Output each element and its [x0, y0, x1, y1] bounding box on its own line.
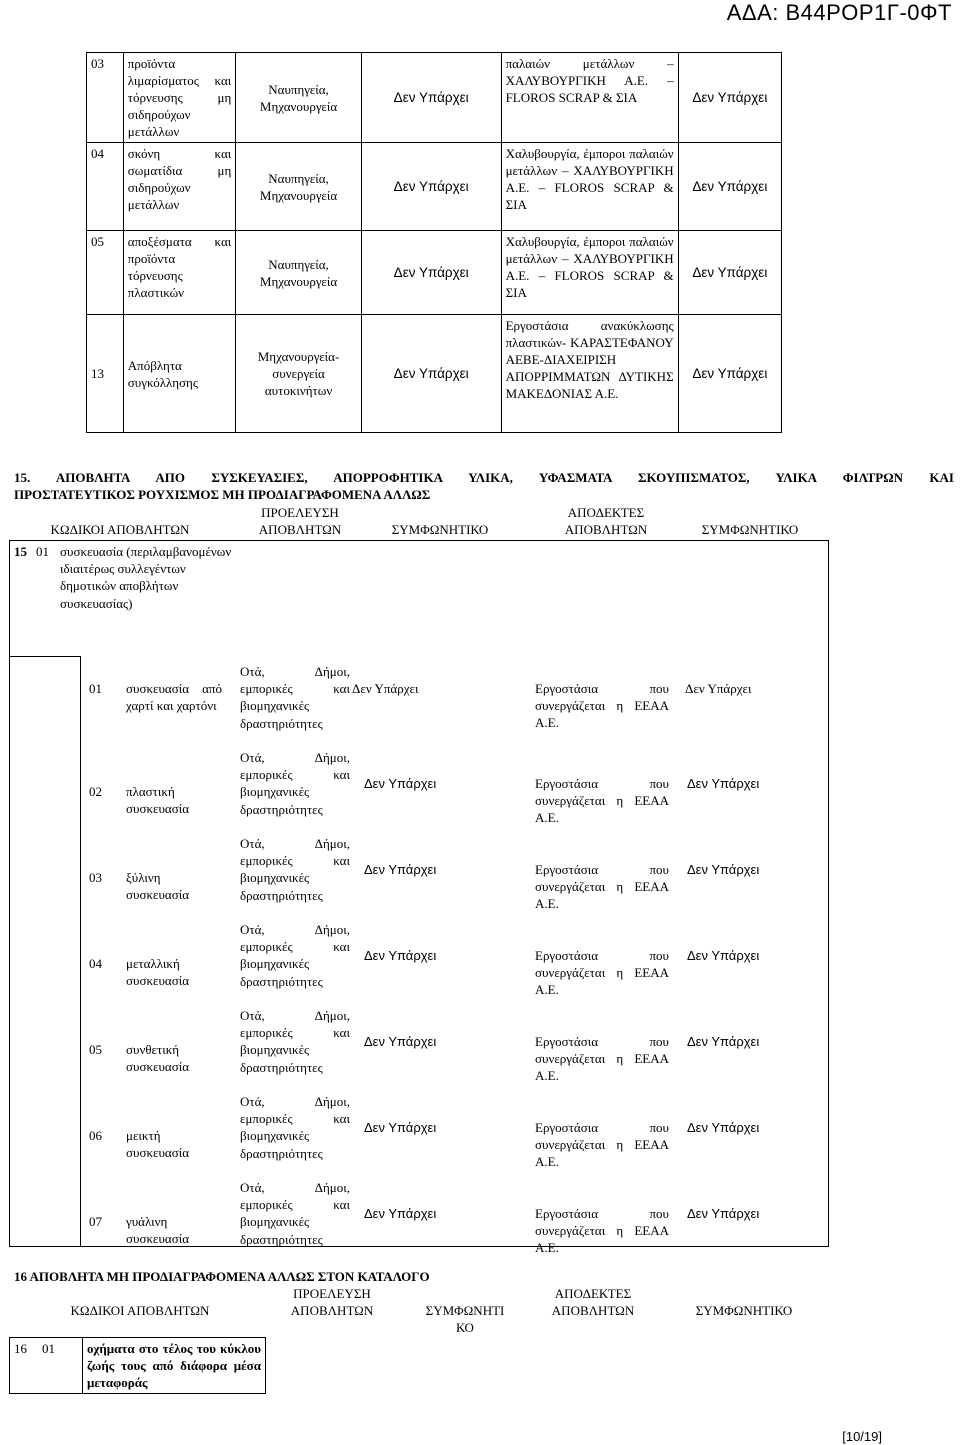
s15-row-origin: Οτά, Δήμοι, εμπορικές και βιομηχανικές δραστηριότητες — [240, 922, 350, 989]
col-contract2-header: ΣΥΜΦΩΝΗΤΙΚΟ — [701, 522, 799, 537]
s15-row-receiver: Εργοστάσια που συνεργάζεται η ΕΕΑΑ Α.Ε. — [535, 1120, 669, 1170]
s15-row-receiver: Εργοστάσια που συνεργάζεται η ΕΕΑΑ Α.Ε. — [535, 1034, 669, 1084]
s15-row-contract2: Δεν Υπάρχει — [687, 776, 760, 791]
section-15-title-line2: ΠΡΟΣΤΑΤΕΥΤΙΚΟΣ ΡΟΥΧΙΣΜΟΣ ΜΗ ΠΡΟΔΙΑΓΡΑΦΟΜΕΝΑ ΑΛΛΩΣ — [14, 487, 431, 502]
group-code-a: 15 — [14, 544, 27, 559]
col-contract-header: ΣΥΜΦΩΝΗΤΙΚΟ — [391, 522, 489, 537]
s16-col-contract-header-1: ΣΥΜΦΩΝΗΤΙ — [425, 1303, 505, 1318]
s15-row-origin: Οτά, Δήμοι, εμπορικές και βιομηχανικές δραστηριότητες — [240, 1180, 350, 1247]
s15-row-receiver: Εργοστάσια που συνεργάζεται η ΕΕΑΑ Α.Ε. — [535, 776, 669, 826]
waste-origin: Ναυπηγεία, Μηχανουργεία — [236, 53, 361, 143]
waste-description: σκόνη και σωματίδια μη σιδηρούχων μετάλλων — [123, 143, 236, 231]
s15-row-origin: Οτά, Δήμοι, εμπορικές και βιομηχανικές δραστηριότητες — [240, 750, 350, 817]
section-15-title: 15. ΑΠΟΒΛΗΤΑ ΑΠΟ ΣΥΣΚΕΥΑΣΙΕΣ, ΑΠΟΡΡΟΦΗΤΙΚΑ ΥΛΙΚΑ, ΥΦΑΣΜΑΤΑ ΣΚΟΥΠΙΣΜΑΤΟΣ, ΥΛΙΚΑ ΦΙΛΤΡΩΝ ΚΑΙ — [14, 470, 954, 485]
contract-status: Δεν Υπάρχει — [361, 143, 501, 231]
waste-origin: Ναυπηγεία, Μηχανουργεία — [236, 143, 361, 231]
waste-description: Απόβλητα συγκόλλησης — [123, 315, 236, 433]
page-number: [10/19] — [842, 1429, 882, 1444]
s16-col-origin-header-2: ΑΠΟΒΛΗΤΩΝ — [290, 1303, 374, 1318]
waste-code: 04 — [87, 143, 124, 231]
section-15-inner-frame — [80, 656, 81, 1247]
waste-origin: Μηχανουργεία-συνεργεία αυτοκινήτων — [236, 315, 361, 433]
group-code-b: 01 — [36, 544, 49, 559]
waste-receiver: Εργοστάσια ανακύκλωσης πλαστικών- ΚΑΡΑΣΤΕΦΑΝΟΥ ΑΕΒΕ-ΔΙΑΧΕΙΡΙΣΗ ΑΠΟΡΡΙΜΜΑΤΩΝ ΔΥΤΙΚΗΣ ΜΑΚΕΔΟΝΙΑΣ Α.Ε. — [501, 315, 678, 433]
waste-receiver: Χαλυβουργία, έμποροι παλαιών μετάλλων – ΧΑΛΥΒΟΥΡΓΙΚΗ Α.Ε. – FLOROS SCRAP & ΣΙΑ — [501, 231, 678, 315]
contract-status: Δεν Υπάρχει — [361, 231, 501, 315]
s15-row-receiver: Εργοστάσια που συνεργάζεται η ΕΕΑΑ Α.Ε. — [535, 862, 669, 912]
s15-row-contract: Δεν Υπάρχει — [364, 862, 437, 877]
s16-col-origin-header-1: ΠΡΟΕΛΕΥΣΗ — [293, 1286, 371, 1301]
section-16-title: 16 ΑΠΟΒΛΗΤΑ ΜΗ ΠΡΟΔΙΑΓΡΑΦΟΜΕΝΑ ΑΛΛΩΣ ΣΤΟΝ ΚΑΤΑΛΟΓΟ — [14, 1269, 430, 1284]
s15-row-origin: Οτά, Δήμοι, εμπορικές και βιομηχανικές δραστηριότητες — [240, 1008, 350, 1075]
s16-code-a: 16 — [10, 1338, 39, 1394]
s15-row-contract2: Δεν Υπάρχει — [687, 1120, 760, 1135]
top-table-row — [87, 231, 782, 315]
s15-row-code: 02 — [89, 784, 102, 799]
col-codes-header: ΚΩΔΙΚΟΙ ΑΠΟΒΛΗΤΩΝ — [50, 522, 190, 537]
ada-identifier: ΑΔΑ: Β44ΡΟΡ1Γ-0ΦΤ — [726, 0, 952, 25]
top-waste-table — [86, 52, 782, 433]
s15-row-description: συσκευασία από χαρτί και χαρτόνι — [126, 681, 222, 714]
s16-col-contract2-header: ΣΥΜΦΩΝΗΤΙΚΟ — [695, 1303, 793, 1318]
s15-row-receiver: Εργοστάσια που συνεργάζεται η ΕΕΑΑ Α.Ε. — [535, 1206, 669, 1256]
s15-row-description: μεταλλική συσκευασία — [126, 956, 190, 989]
col-receivers-header-2: ΑΠΟΒΛΗΤΩΝ — [564, 522, 648, 537]
s15-row-contract2: Δεν Υπάρχει — [687, 948, 760, 963]
waste-origin: Ναυπηγεία, Μηχανουργεία — [236, 231, 361, 315]
s15-row-description: συνθετική συσκευασία — [126, 1042, 190, 1075]
s16-col-receivers-header-1: ΑΠΟΔΕΚΤΕΣ — [554, 1286, 632, 1301]
top-table-row — [87, 143, 782, 231]
waste-code: 03 — [87, 53, 124, 143]
s15-row-code: 03 — [89, 870, 102, 885]
group-description: συσκευασία (περιλαμβανομένων ιδιαιτέρως συλλεγέντων δημοτικών αποβλήτων συσκευασίας) — [60, 544, 232, 611]
top-table-row — [87, 315, 782, 433]
receiver-contract-status: Δεν Υπάρχει — [678, 315, 781, 433]
s15-row-contract2: Δεν Υπάρχει — [687, 862, 760, 877]
section-16-table — [9, 1337, 266, 1394]
s16-description: οχήματα στο τέλος του κύκλου ζωής τους από διάφορα μέσα μεταφοράς — [83, 1338, 266, 1394]
s15-row-origin: Οτά, Δήμοι, εμπορικές και βιομηχανικές δραστηριότητες — [240, 1094, 350, 1161]
waste-code: 05 — [87, 231, 124, 315]
receiver-contract-status: Δεν Υπάρχει — [678, 143, 781, 231]
waste-receiver: παλαιών μετάλλων – ΧΑΛΥΒΟΥΡΓΙΚΗ Α.Ε. – FLOROS SCRAP & ΣΙΑ — [501, 53, 678, 143]
s16-col-codes-header: ΚΩΔΙΚΟΙ ΑΠΟΒΛΗΤΩΝ — [70, 1303, 210, 1318]
s15-row-description: γυάλινη συσκευασία — [126, 1214, 190, 1247]
col-origin-header-1: ΠΡΟΕΛΕΥΣΗ — [261, 505, 339, 520]
waste-receiver: Χαλυβουργία, έμποροι παλαιών μετάλλων – ΧΑΛΥΒΟΥΡΓΙΚΗ Α.Ε. – FLOROS SCRAP & ΣΙΑ — [501, 143, 678, 231]
s15-row-description: ξύλινη συσκευασία — [126, 870, 190, 903]
waste-description: προϊόντα λιμαρίσματος και τόρνευσης μη σιδηρούχων μετάλλων — [123, 53, 236, 143]
section-15-group-separator — [9, 656, 81, 657]
s15-row-contract: Δεν Υπάρχει — [352, 681, 419, 696]
s15-row-contract2: Δεν Υπάρχει — [687, 1034, 760, 1049]
waste-code: 13 — [87, 315, 124, 433]
s15-row-description: μεικτή συσκευασία — [126, 1128, 190, 1161]
col-origin-header-2: ΑΠΟΒΛΗΤΩΝ — [258, 522, 342, 537]
s16-col-contract-header-2: ΚΟ — [456, 1320, 474, 1335]
col-receivers-header-1: ΑΠΟΔΕΚΤΕΣ — [567, 505, 645, 520]
s15-row-description: πλαστική συσκευασία — [126, 784, 190, 817]
receiver-contract-status: Δεν Υπάρχει — [678, 53, 781, 143]
contract-status: Δεν Υπάρχει — [361, 53, 501, 143]
s15-row-contract2: Δεν Υπάρχει — [687, 1206, 760, 1221]
receiver-contract-status: Δεν Υπάρχει — [678, 231, 781, 315]
top-table-row — [87, 53, 782, 143]
s15-row-contract: Δεν Υπάρχει — [364, 948, 437, 963]
s15-row-code: 06 — [89, 1128, 102, 1143]
s15-row-contract: Δεν Υπάρχει — [364, 1120, 437, 1135]
s15-row-code: 05 — [89, 1042, 102, 1057]
s15-row-code: 01 — [89, 681, 102, 696]
s15-row-origin: Οτά, Δήμοι, εμπορικές και βιομηχανικές δραστηριότητες — [240, 664, 350, 731]
s15-row-contract: Δεν Υπάρχει — [364, 776, 437, 791]
s15-row-code: 04 — [89, 956, 102, 971]
s16-col-receivers-header-2: ΑΠΟΒΛΗΤΩΝ — [551, 1303, 635, 1318]
contract-status: Δεν Υπάρχει — [361, 315, 501, 433]
s15-row-origin: Οτά, Δήμοι, εμπορικές και βιομηχανικές δραστηριότητες — [240, 836, 350, 903]
waste-description: αποξέσματα και προϊόντα τόρνευσης πλαστικών — [123, 231, 236, 315]
s15-row-contract: Δεν Υπάρχει — [364, 1206, 437, 1221]
s15-row-receiver: Εργοστάσια που συνεργάζεται η ΕΕΑΑ Α.Ε. — [535, 681, 669, 731]
s15-row-contract: Δεν Υπάρχει — [364, 1034, 437, 1049]
s16-code-b: 01 — [38, 1338, 83, 1394]
s15-row-code: 07 — [89, 1214, 102, 1229]
s15-row-contract2: Δεν Υπάρχει — [685, 681, 752, 696]
s15-row-receiver: Εργοστάσια που συνεργάζεται η ΕΕΑΑ Α.Ε. — [535, 948, 669, 998]
